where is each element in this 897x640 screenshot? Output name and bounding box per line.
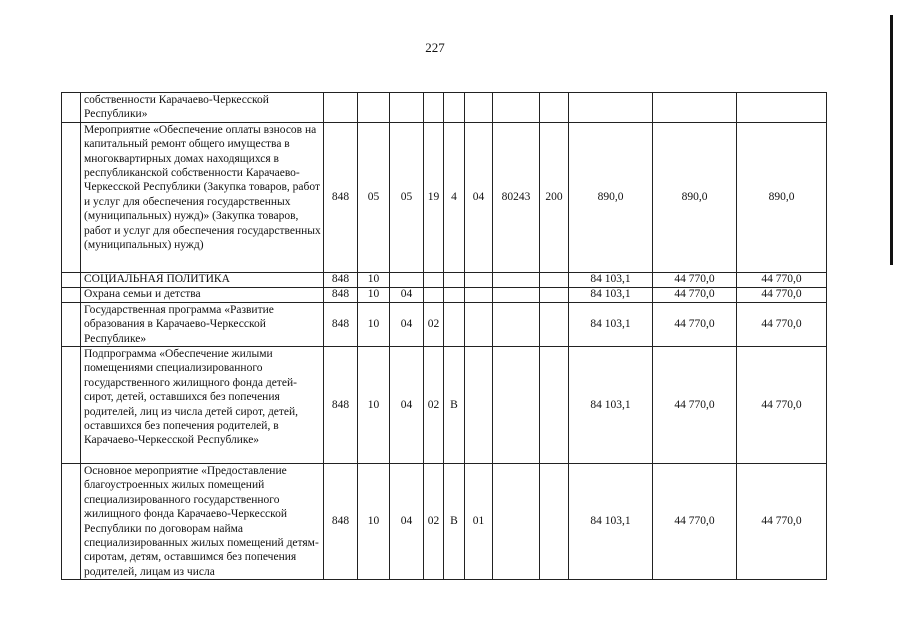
expense-type-code-cell <box>540 272 569 287</box>
program-code-cell: 02 <box>424 464 444 580</box>
amount-year-3-cell: 890,0 <box>737 122 827 272</box>
amount-year-1-cell: 890,0 <box>569 122 653 272</box>
row-number-cell <box>62 347 81 464</box>
section-code-cell: 10 <box>358 347 390 464</box>
subsection-code-cell: 04 <box>390 347 424 464</box>
amount-year-1-cell: 84 103,1 <box>569 302 653 346</box>
amount-year-2-cell: 44 770,0 <box>653 287 737 302</box>
section-code-cell <box>358 93 390 123</box>
subprogram-code-cell <box>444 302 465 346</box>
table-row <box>62 464 827 580</box>
subsection-code-cell <box>390 93 424 123</box>
event-code-cell: 01 <box>465 464 493 580</box>
table-row <box>62 302 827 346</box>
subprogram-code-cell <box>444 93 465 123</box>
row-number-cell <box>62 93 81 123</box>
admin-code-cell: 848 <box>324 122 358 272</box>
admin-code-cell <box>324 93 358 123</box>
row-name-cell: Основное мероприятие «Предоставление благоустроенных жилых помещений специализированного государственного жилищного фонда Карачаево-Черкесской Республики по договорам найма специализированных жилых помещений детям-сиротам, детям, оставшимся без попечения родителей, лицам из числа <box>81 464 324 580</box>
subsection-code-cell: 04 <box>390 464 424 580</box>
admin-code-cell: 848 <box>324 347 358 464</box>
table-row <box>62 347 827 464</box>
direction-code-cell: 80243 <box>493 122 540 272</box>
subprogram-code-cell <box>444 287 465 302</box>
subprogram-code-cell: 4 <box>444 122 465 272</box>
amount-year-2-cell: 44 770,0 <box>653 272 737 287</box>
event-code-cell: 04 <box>465 122 493 272</box>
row-number-cell <box>62 464 81 580</box>
row-name-cell: Мероприятие «Обеспечение оплаты взносов на капитальный ремонт общего имущества в многоквартирных домах находящихся в республиканской собственности Карачаево-Черкесской Республики (Закупка товаров, работ и услуг для обеспечения государственных (муниципальных) нужд)» (Закупка товаров, работ и услуг для обеспечения государственных (муниципальных) нужд) <box>81 122 324 272</box>
program-code-cell <box>424 93 444 123</box>
amount-year-3-cell <box>737 93 827 123</box>
subsection-code-cell: 04 <box>390 287 424 302</box>
table-row <box>62 287 827 302</box>
expense-type-code-cell <box>540 93 569 123</box>
row-number-cell <box>62 287 81 302</box>
section-code-cell: 10 <box>358 272 390 287</box>
row-name-cell: СОЦИАЛЬНАЯ ПОЛИТИКА <box>81 272 324 287</box>
expense-type-code-cell: 200 <box>540 122 569 272</box>
amount-year-2-cell <box>653 93 737 123</box>
section-code-cell: 10 <box>358 464 390 580</box>
amount-year-1-cell <box>569 93 653 123</box>
amount-year-3-cell: 44 770,0 <box>737 272 827 287</box>
expense-type-code-cell <box>540 302 569 346</box>
subsection-code-cell <box>390 272 424 287</box>
direction-code-cell <box>493 302 540 346</box>
row-number-cell <box>62 302 81 346</box>
amount-year-2-cell: 44 770,0 <box>653 347 737 464</box>
direction-code-cell <box>493 272 540 287</box>
scan-edge-bar <box>890 15 893 265</box>
event-code-cell <box>465 347 493 464</box>
section-code-cell: 05 <box>358 122 390 272</box>
amount-year-3-cell: 44 770,0 <box>737 464 827 580</box>
admin-code-cell: 848 <box>324 287 358 302</box>
page-number: 227 <box>425 40 445 55</box>
amount-year-3-cell: 44 770,0 <box>737 302 827 346</box>
table-row <box>62 272 827 287</box>
amount-year-3-cell: 44 770,0 <box>737 287 827 302</box>
amount-year-1-cell: 84 103,1 <box>569 464 653 580</box>
section-code-cell: 10 <box>358 287 390 302</box>
direction-code-cell <box>493 347 540 464</box>
row-name-cell: Охрана семьи и детства <box>81 287 324 302</box>
admin-code-cell: 848 <box>324 272 358 287</box>
amount-year-1-cell: 84 103,1 <box>569 347 653 464</box>
expense-type-code-cell <box>540 464 569 580</box>
budget-table <box>61 92 827 580</box>
subsection-code-cell: 05 <box>390 122 424 272</box>
subprogram-code-cell: В <box>444 347 465 464</box>
event-code-cell <box>465 302 493 346</box>
amount-year-2-cell: 44 770,0 <box>653 464 737 580</box>
program-code-cell <box>424 272 444 287</box>
admin-code-cell: 848 <box>324 302 358 346</box>
program-code-cell: 02 <box>424 347 444 464</box>
row-name-cell: Государственная программа «Развитие образования в Карачаево-Черкесской Республике» <box>81 302 324 346</box>
expense-type-code-cell <box>540 287 569 302</box>
program-code-cell <box>424 287 444 302</box>
row-name-cell: Подпрограмма «Обеспечение жилыми помещениями специализированного государственного жилищного фонда детей-сирот, детей, оставшихся без попечения родителей, лиц из числа детей сирот, детей, оставшихся без попечения родителей, в Карачаево-Черкесской Республике» <box>81 347 324 464</box>
direction-code-cell <box>493 93 540 123</box>
amount-year-2-cell: 44 770,0 <box>653 302 737 346</box>
amount-year-3-cell: 44 770,0 <box>737 347 827 464</box>
expense-type-code-cell <box>540 347 569 464</box>
row-number-cell <box>62 272 81 287</box>
subsection-code-cell: 04 <box>390 302 424 346</box>
event-code-cell <box>465 287 493 302</box>
direction-code-cell <box>493 287 540 302</box>
program-code-cell: 19 <box>424 122 444 272</box>
row-number-cell <box>62 122 81 272</box>
table-row <box>62 122 827 272</box>
table-row <box>62 93 827 123</box>
program-code-cell: 02 <box>424 302 444 346</box>
subprogram-code-cell <box>444 272 465 287</box>
row-name-cell: собственности Карачаево-Черкесской Республики» <box>81 93 324 123</box>
amount-year-1-cell: 84 103,1 <box>569 272 653 287</box>
admin-code-cell: 848 <box>324 464 358 580</box>
subprogram-code-cell: В <box>444 464 465 580</box>
direction-code-cell <box>493 464 540 580</box>
section-code-cell: 10 <box>358 302 390 346</box>
event-code-cell <box>465 272 493 287</box>
event-code-cell <box>465 93 493 123</box>
amount-year-1-cell: 84 103,1 <box>569 287 653 302</box>
amount-year-2-cell: 890,0 <box>653 122 737 272</box>
